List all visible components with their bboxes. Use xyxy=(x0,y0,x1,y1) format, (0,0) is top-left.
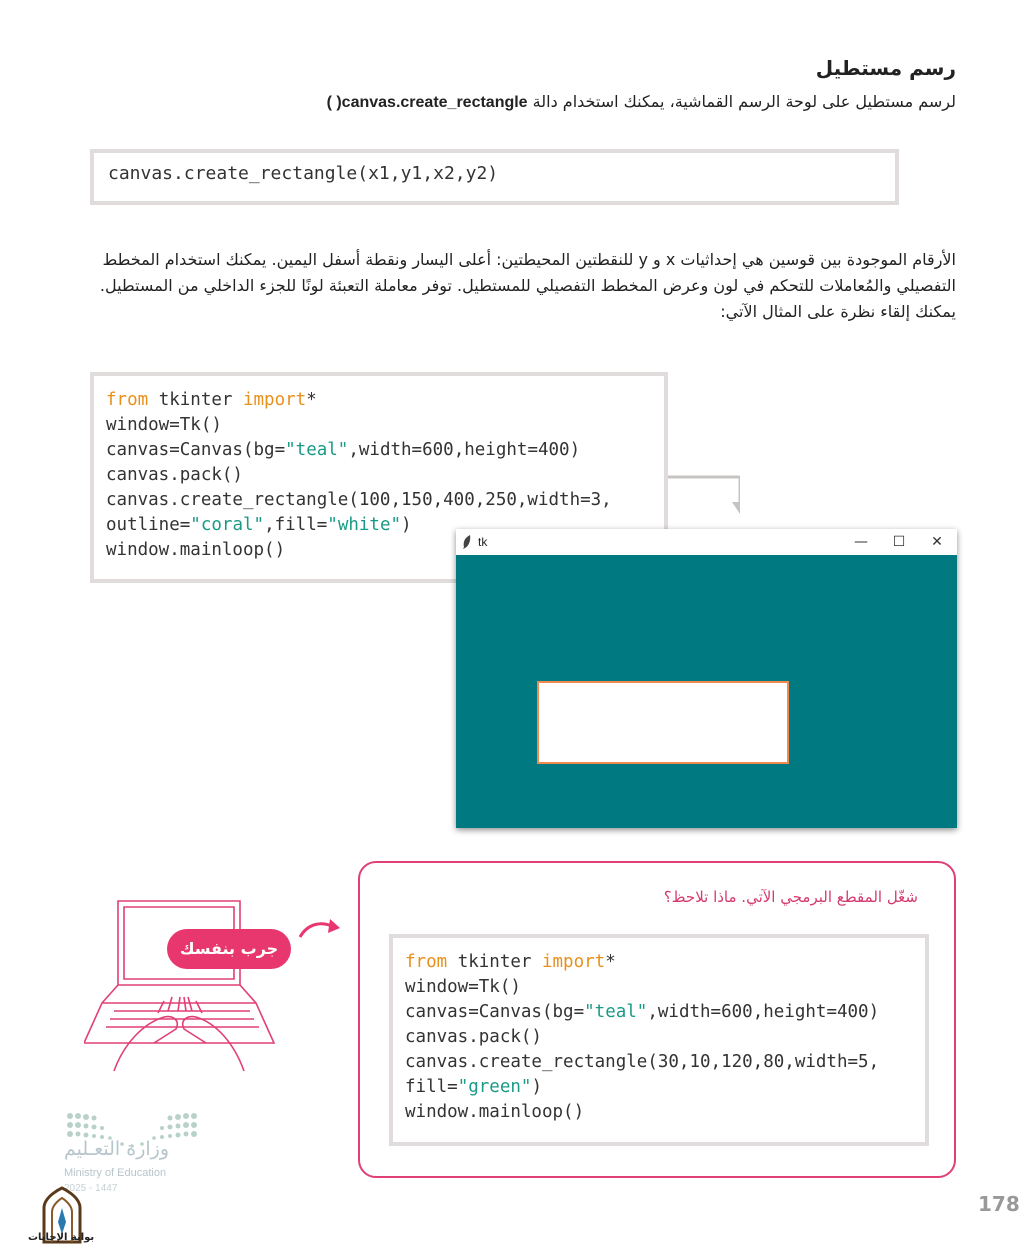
code-text: * xyxy=(605,952,616,972)
code-line: canvas.create_rectangle(100,150,400,250,width=3, xyxy=(106,490,612,510)
code-keyword: from xyxy=(405,952,448,972)
code-line: canvas.create_rectangle(30,10,120,80,width=5, xyxy=(405,1052,880,1072)
intro-text xyxy=(56,92,956,112)
watermark-text: بوابة الإجابات xyxy=(28,1232,95,1243)
code-keyword: import xyxy=(541,952,606,972)
code-text: outline= xyxy=(106,515,191,535)
code-string: "teal" xyxy=(285,440,349,460)
code-line: window=Tk() xyxy=(405,977,521,997)
code-line: canvas.pack() xyxy=(106,465,243,485)
code-text: ) xyxy=(531,1077,542,1097)
intro-function-name: ( )canvas.create_rectangle xyxy=(326,94,528,111)
code-text: ) xyxy=(401,515,412,535)
try-code xyxy=(393,938,925,1137)
code-text: * xyxy=(306,390,317,410)
code-text: tkinter xyxy=(148,390,243,410)
code-line: window.mainloop() xyxy=(405,1102,585,1122)
tk-window xyxy=(456,529,957,828)
close-button[interactable]: ✕ xyxy=(931,534,943,550)
tk-window-title: tk xyxy=(478,535,488,549)
syntax-code: canvas.create_rectangle(x1,y1,x2,y2) xyxy=(108,163,499,184)
code-text: fill= xyxy=(405,1077,458,1097)
try-question: شغّل المقطع البرمجي الآتي. ماذا تلاحظ؟ xyxy=(663,888,918,906)
ministry-name-arabic: وزارة التعـليم xyxy=(64,1138,170,1160)
tk-titlebar[interactable] xyxy=(456,529,957,555)
code-line: window.mainloop() xyxy=(106,540,286,560)
intro-sentence: لرسم مستطيل على لوحة الرسم القماشية، يمكنك استخدام دالة xyxy=(532,92,956,111)
code-text: ,width=600,height=400) xyxy=(348,440,581,460)
paragraph-line-3: يمكنك إلقاء نظرة على المثال الآتي: xyxy=(720,302,956,321)
code-keyword: import xyxy=(242,390,307,410)
code-string: "coral" xyxy=(190,515,265,535)
code-text: canvas=Canvas(bg= xyxy=(405,1002,585,1022)
code-string: "green" xyxy=(457,1077,532,1097)
code-line: canvas.pack() xyxy=(405,1027,542,1047)
paragraph-line-2: التفصيلي والمُعاملات للتحكم في لون وعرض المخطط التفصيلي للمستطيل. توفر معاملة التعبئة لونًا للجزء الداخلي من المستطيل. xyxy=(99,276,956,295)
curved-arrow-icon xyxy=(298,917,342,941)
code-text: canvas=Canvas(bg= xyxy=(106,440,286,460)
ministry-year: 2025 - 1447 xyxy=(64,1183,118,1194)
syntax-box xyxy=(90,149,899,205)
code-text: ,width=600,height=400) xyxy=(647,1002,880,1022)
paragraph-line-1: الأرقام الموجودة بين قوسين هي إحداثيات x و y للنقطتين المحيطتين: أعلى اليسار ونقطة أسفل اليمين. يمكنك استخدام المخطط xyxy=(102,250,956,269)
code-string: "white" xyxy=(327,515,402,535)
code-string: "teal" xyxy=(584,1002,648,1022)
try-code-box xyxy=(389,934,929,1146)
connector-arrow-icon xyxy=(668,474,740,514)
code-text: ,fill= xyxy=(264,515,328,535)
code-text: tkinter xyxy=(447,952,542,972)
minimize-button[interactable]: — xyxy=(854,534,868,550)
feather-icon xyxy=(462,535,472,549)
maximize-button[interactable]: ☐ xyxy=(892,534,906,550)
ministry-name-english: Ministry of Education xyxy=(64,1167,167,1179)
explanation-paragraph xyxy=(88,247,956,325)
code-line: window=Tk() xyxy=(106,415,222,435)
try-yourself-badge: جرب بنفسك xyxy=(167,929,291,969)
laptop-hands-illustration-icon xyxy=(84,893,304,1073)
tk-canvas xyxy=(456,555,957,828)
code-keyword: from xyxy=(106,390,149,410)
page-number: 178 xyxy=(978,1192,1020,1216)
drawn-rectangle xyxy=(537,681,789,764)
section-heading: رسم مستطيل xyxy=(815,56,956,80)
